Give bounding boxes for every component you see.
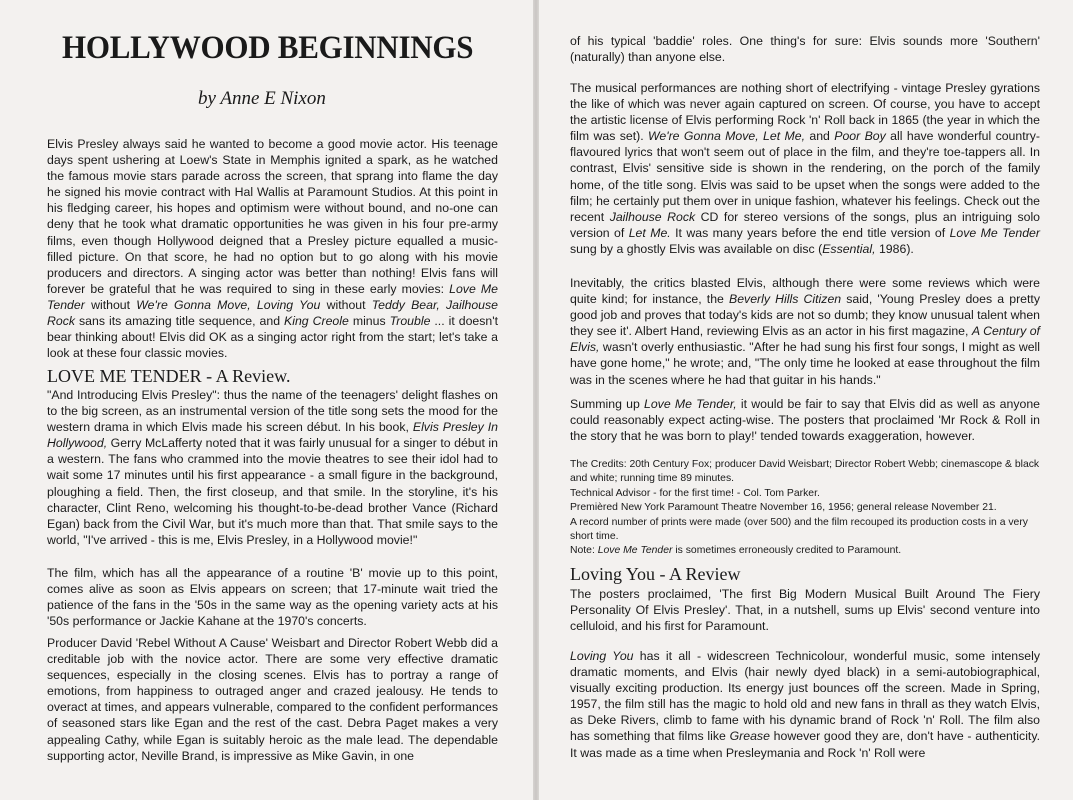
text-run: minus (348, 314, 390, 329)
text-run: has it all - widescreen Technicolour, wonderful music, some intensely dramatic moments, and Elvis (hair newly dyed black) in a semi-autobiographical, visually exciting production. Its energy just bounces off the screen. Made in Spring, 1957, the film still has the magic to hold old and new fans in thrall as they watch Elvis, as Deke Rivers, climb to fame with his dynamic brand of Rock 'n' Roll. The film also has something that films like (570, 649, 1040, 744)
right-page (539, 0, 1073, 800)
italic-title: Teddy Bear, Jailhouse Rock (47, 297, 498, 329)
credits-note (570, 544, 1040, 558)
text-run: 1986). (875, 241, 914, 256)
text-run: Summing up (570, 397, 644, 411)
rp-paragraph-1: of his typical 'baddie' roles. One thing's for sure: Elvis sounds more 'Southern' (naturally) than anyone else. (570, 34, 1040, 65)
ly-paragraph-2 (570, 648, 1040, 761)
text-run: without (320, 297, 372, 312)
text-run: all have wonderful country-flavoured lyrics that won't seem out of place in the film, and they're toe-tappers all. In contrast, Elvis' sensitive side is shown in the rendering, on the porch of the family home, of the title song. Elvis was said to be upset when the songs were added to the film; he certainly put them over in unique fashion, whatever his feelings. Check out the recent (570, 129, 1040, 224)
article-title: HOLLYWOOD BEGINNINGS (62, 30, 474, 66)
italic-title: Elvis Presley In Hollywood, (47, 420, 498, 451)
italic-title: Love Me Tender (597, 545, 673, 557)
lmt-paragraph-2: The film, which has all the appearance of a routine 'B' movie up to this point, comes alive as soon as Elvis appears on screen; that 17-minute wait tried the patience of the fans in the '50s in the same way as the opening variety acts at his '50s performance or Jackie Kahane at the 1970's concerts. (47, 566, 498, 629)
rp-paragraph-3 (570, 275, 1040, 388)
rp-paragraph-4 (570, 396, 1040, 444)
text-run: it would be fair to say that Elvis did as well as anyone could reasonably expect acting-wise. The posters that proclaimed 'Mr Rock & Roll in the story that he was born to play!' tended towards exaggeration, however. (570, 397, 1040, 444)
italic-title: We're Gonna Move, Let Me, (648, 129, 805, 144)
text-run: The musical performances are nothing short of electrifying - vintage Presley gyrations the like of which was never again captured on screen. Of course, you have to accept the artistic license of Elvis performing Rock 'n' Roll back in 1865 (the year in which the film was set). (570, 81, 1040, 144)
text-run: sung by a ghostly Elvis was available on disc ( (570, 241, 823, 256)
intro-paragraph (47, 136, 498, 361)
italic-title: Love Me Tender (47, 281, 498, 312)
credits-line-4: A record number of prints were made (over 500) and the film recouped its production costs in a very short time. (570, 516, 1028, 543)
text-run: without (84, 297, 137, 312)
text-run: ... it doesn't bear thinking about! Elvis did OK as a singing actor right from the start; let's take a look at these four classic movies. (47, 314, 499, 361)
loving-you-heading: Loving You - A Review (570, 564, 741, 584)
lmt-paragraph-1 (47, 387, 498, 548)
text-run: Gerry McLafferty noted that it was fairly unusual for a singer to début in a western. The fans who crammed into the movie theatres to see their idol had to wait some 17 minutes until his first appearance - a small figure in the background, ploughing a field. Then, the first closeup, and that smile. In the storyline, it's his character, Clint Reno, welcoming his thought-to-be-dead brother Vance (Richard Egan) back from the Civil War, but it's much more than that. That smile says to the world, "I've arrived - this is me, Elvis Presley, in a Hollywood movie!" (47, 436, 498, 547)
text-run: Elvis Presley always said he wanted to become a good movie actor. His teenage days spent ushering at Loew's State in Memphis ignited a spark, as he watched the famous movie stars parade across the screen, that sprang into flame the day he signed his movie contract with Hal Wallis at Paramount Studios. At this point in his fledging career, his hopes and optimism were without bound, and no-one can deny that he took what dramatic opportunities he was given in his four pre-army films, even though Hollywood deigned that a Presley picture equalled a music-filled picture. On that score, he had no option but to go along with his movie producers and directors. A singing actor was better than nothing! Elvis fans will forever be grateful that he was required to sing in these early movies: (47, 137, 498, 296)
italic-title: Essential, (822, 241, 876, 256)
italic-title: We're Gonna Move, Loving You (136, 297, 321, 312)
text-run: Note: (570, 545, 598, 557)
italic-title: Poor Boy (834, 129, 886, 144)
text-run: however good they are, don't have - authenticity. It was made as a time when Presleymania and Rock 'n' Roll were (570, 729, 1040, 760)
italic-title: Trouble (389, 314, 431, 329)
italic-title: Love Me Tender (949, 225, 1040, 240)
text-run: CD for stereo versions of the songs, plus an intriguing solo version of (570, 209, 1041, 240)
credits-block (570, 458, 1040, 559)
italic-title: Loving You (570, 649, 634, 663)
ly-paragraph-1: The posters proclaimed, 'The first Big Modern Musical Built Around The Fiery Personality Of Elvis Presley'. That, in a nutshell, sums up Elvis' second venture into celluloid, and his first for Paramount. (570, 587, 1040, 634)
text-run: Inevitably, the critics blasted Elvis, although there were some reviews which were quite kind; for instance, the (570, 276, 1040, 307)
credits-line-3: Premièred New York Paramount Theatre November 16, 1956; general release November 21. (570, 502, 997, 514)
text-run: sans its amazing title sequence, and (75, 314, 285, 329)
text-run: said, 'Young Presley does a pretty good job and proves that today's kids are not so dumb; they know unusual talent when they see it'. Albert Hand, reviewing Elvis as an actor in his first magazine, (570, 292, 1040, 339)
text-run: wasn't overly enthusiastic. "After he had sung his first four songs, I might as well have gone home," he wrote; and, "The only time he looked at ease throughout the film was in the scenes where he had that guitar in his hands." (570, 340, 1040, 387)
text-run: is sometimes erroneously credited to Paramount. (672, 545, 902, 557)
credits-line-2: Technical Advisor - for the first time! - Col. Tom Parker. (570, 487, 820, 499)
credits-line-1: The Credits: 20th Century Fox; producer David Weisbart; Director Robert Webb; cinemascope & black and white; running time 89 minutes. (570, 459, 1040, 485)
italic-title: Let Me. (628, 225, 671, 240)
text-run: "And Introducing Elvis Presley": thus the name of the teenagers' delight flashes on to the big screen, as an instrumental version of the title song sets the mood for the western drama in which Elvis made his screen début. In his book, (47, 388, 498, 435)
article-byline: by Anne E Nixon (198, 88, 326, 109)
italic-title: Beverly Hills Citizen (729, 292, 842, 307)
italic-title: Jailhouse Rock (609, 209, 696, 224)
italic-title: Love Me Tender, (644, 397, 737, 411)
rp-paragraph-2 (570, 80, 1040, 257)
italic-title: A Century of Elvis, (570, 324, 1040, 355)
italic-title: King Creole (284, 314, 349, 329)
text-run: and (805, 129, 835, 144)
italic-title: Grease (729, 729, 770, 744)
left-page (0, 0, 533, 800)
love-me-tender-heading: LOVE ME TENDER - A Review. (47, 366, 291, 386)
lmt-paragraph-3: Producer David 'Rebel Without A Cause' Weisbart and Director Robert Webb did a creditable job with the novice actor. There are some very effective dramatic sequences, especially in the closing scenes. Elvis has to portray a range of emotions, from happiness to outraged anger and crazed jealousy. He tends to overact at times, and appears vulnerable, compared to the confident performances of seasoned stars like Egan and the rest of the cast. Debra Paget makes a very appealing Cathy, while Egan is suitably heroic as the male lead. The dependable supporting actor, Neville Brand, is impressive as Mike Gavin, in one (47, 636, 498, 763)
text-run: It was many years before the end title version of (670, 225, 950, 240)
